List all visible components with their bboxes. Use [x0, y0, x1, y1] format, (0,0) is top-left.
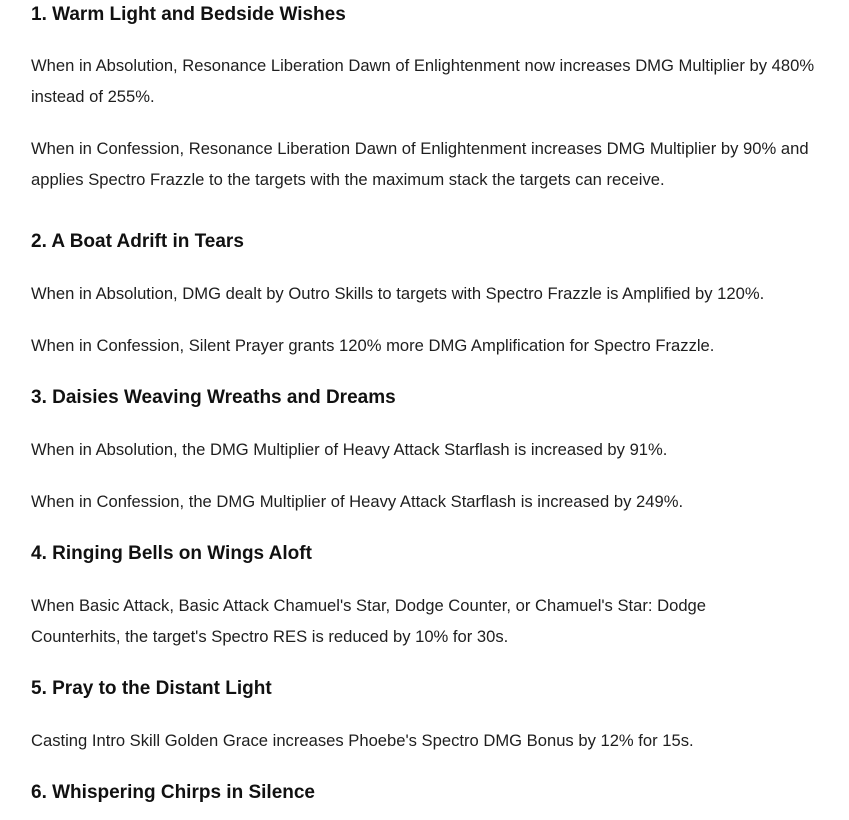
section-paragraph: When in Absolution, Resonance Liberation Dawn of Enlightenment now increases DMG Multiplier by 480% instead of 255%. — [31, 56, 815, 106]
section-paragraph: When in Absolution, the DMG Multiplier of Heavy Attack Starflash is increased by 91%. — [31, 440, 668, 459]
section-heading: 4. Ringing Bells on Wings Aloft — [31, 543, 312, 564]
section-paragraph: When in Confession, Resonance Liberation Dawn of Enlightenment increases DMG Multiplier by 90% and applies Spectro Frazzle to the targets with the maximum stack the targets can receive. — [31, 139, 809, 189]
section-paragraph: When Basic Attack, Basic Attack Chamuel's Star, Dodge Counter, or Chamuel's Star: Dodge Counterhits, the target's Spectro RES is reduced by 10% for 30s. — [31, 596, 707, 646]
section-heading: 3. Daisies Weaving Wreaths and Dreams — [31, 387, 396, 408]
section-paragraph: When in Confession, Silent Prayer grants 120% more DMG Amplification for Spectro Frazzle. — [31, 336, 715, 355]
section-heading: 1. Warm Light and Bedside Wishes — [31, 4, 346, 25]
section-heading: 6. Whispering Chirps in Silence — [31, 782, 315, 803]
section-paragraph: Casting Intro Skill Golden Grace increases Phoebe's Spectro DMG Bonus by 12% for 15s. — [31, 731, 694, 750]
section-paragraph: When in Confession, the DMG Multiplier of Heavy Attack Starflash is increased by 249%. — [31, 492, 684, 511]
section-heading: 2. A Boat Adrift in Tears — [31, 231, 244, 252]
section-paragraph: When in Absolution, DMG dealt by Outro Skills to targets with Spectro Frazzle is Amplified by 120%. — [31, 284, 765, 303]
section-heading: 5. Pray to the Distant Light — [31, 678, 272, 699]
